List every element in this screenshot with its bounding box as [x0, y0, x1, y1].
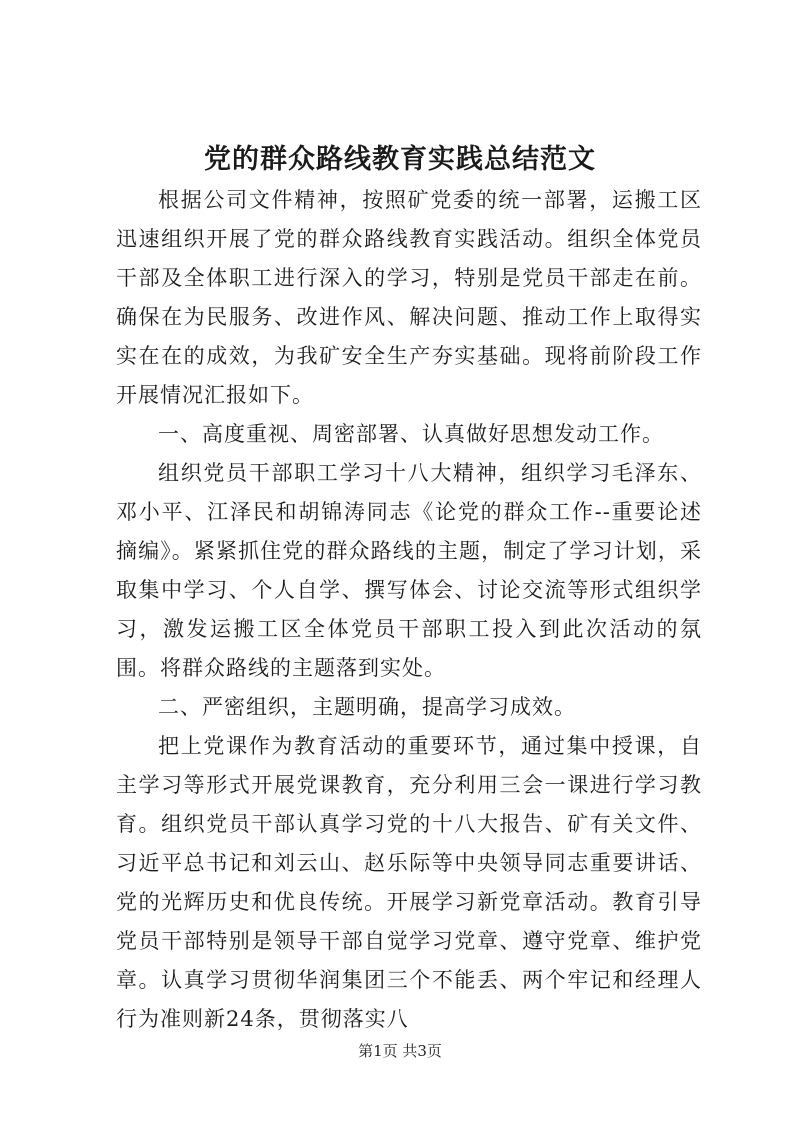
- section-heading-2: 二、严密组织，主题明确，提高学习成效。: [158, 695, 576, 719]
- document-title: 党的群众路线教育实践总结范文: [204, 144, 596, 175]
- paragraph-section-1: 组织党员干部职工学习十八大精神，组织学习毛泽东、邓小平、江泽民和胡锦涛同志《论党的群众工作--重要论述摘编》。紧紧抓住党的群众路线的主题，制定了学习计划，采取集中学习、个人自学、撰写体会、讨论交流等形式组织学习，激发运搬工区全体党员干部职工投入到此次活动的氛围。将群众路线的主题落到实处。: [116, 461, 702, 680]
- page-number-footer: 第1页 共3页: [358, 1042, 442, 1060]
- paragraph-section-2: 把上党课作为教育活动的重要环节，通过集中授课，自主学习等形式开展党课教育，充分利用三会一课进行学习教育。组织党员干部认真学习党的十八大报告、矿有关文件、习近平总书记和刘云山、赵乐际等中央领导同志重要讲话、党的光辉历史和优良传统。开展学习新党章活动。教育引导党员干部特别是领导干部自觉学习党章、遵守党章、维护党章。认真学习贯彻华润集团三个不能丢、两个牢记和经理人行为准则新24条，贯彻落实八: [116, 734, 702, 1031]
- document-body: [116, 181, 702, 1039]
- paragraph-intro: 根据公司文件精神，按照矿党委的统一部署，运搬工区迅速组织开展了党的群众路线教育实践活动。组织全体党员干部及全体职工进行深入的学习，特别是党员干部走在前。确保在为民服务、改进作风、解决问题、推动工作上取得实实在在的成效，为我矿安全生产夯实基础。现将前阶段工作开展情况汇报如下。: [116, 188, 702, 407]
- section-heading-1: 一、高度重视、周密部署、认真做好思想发动工作。: [158, 422, 664, 446]
